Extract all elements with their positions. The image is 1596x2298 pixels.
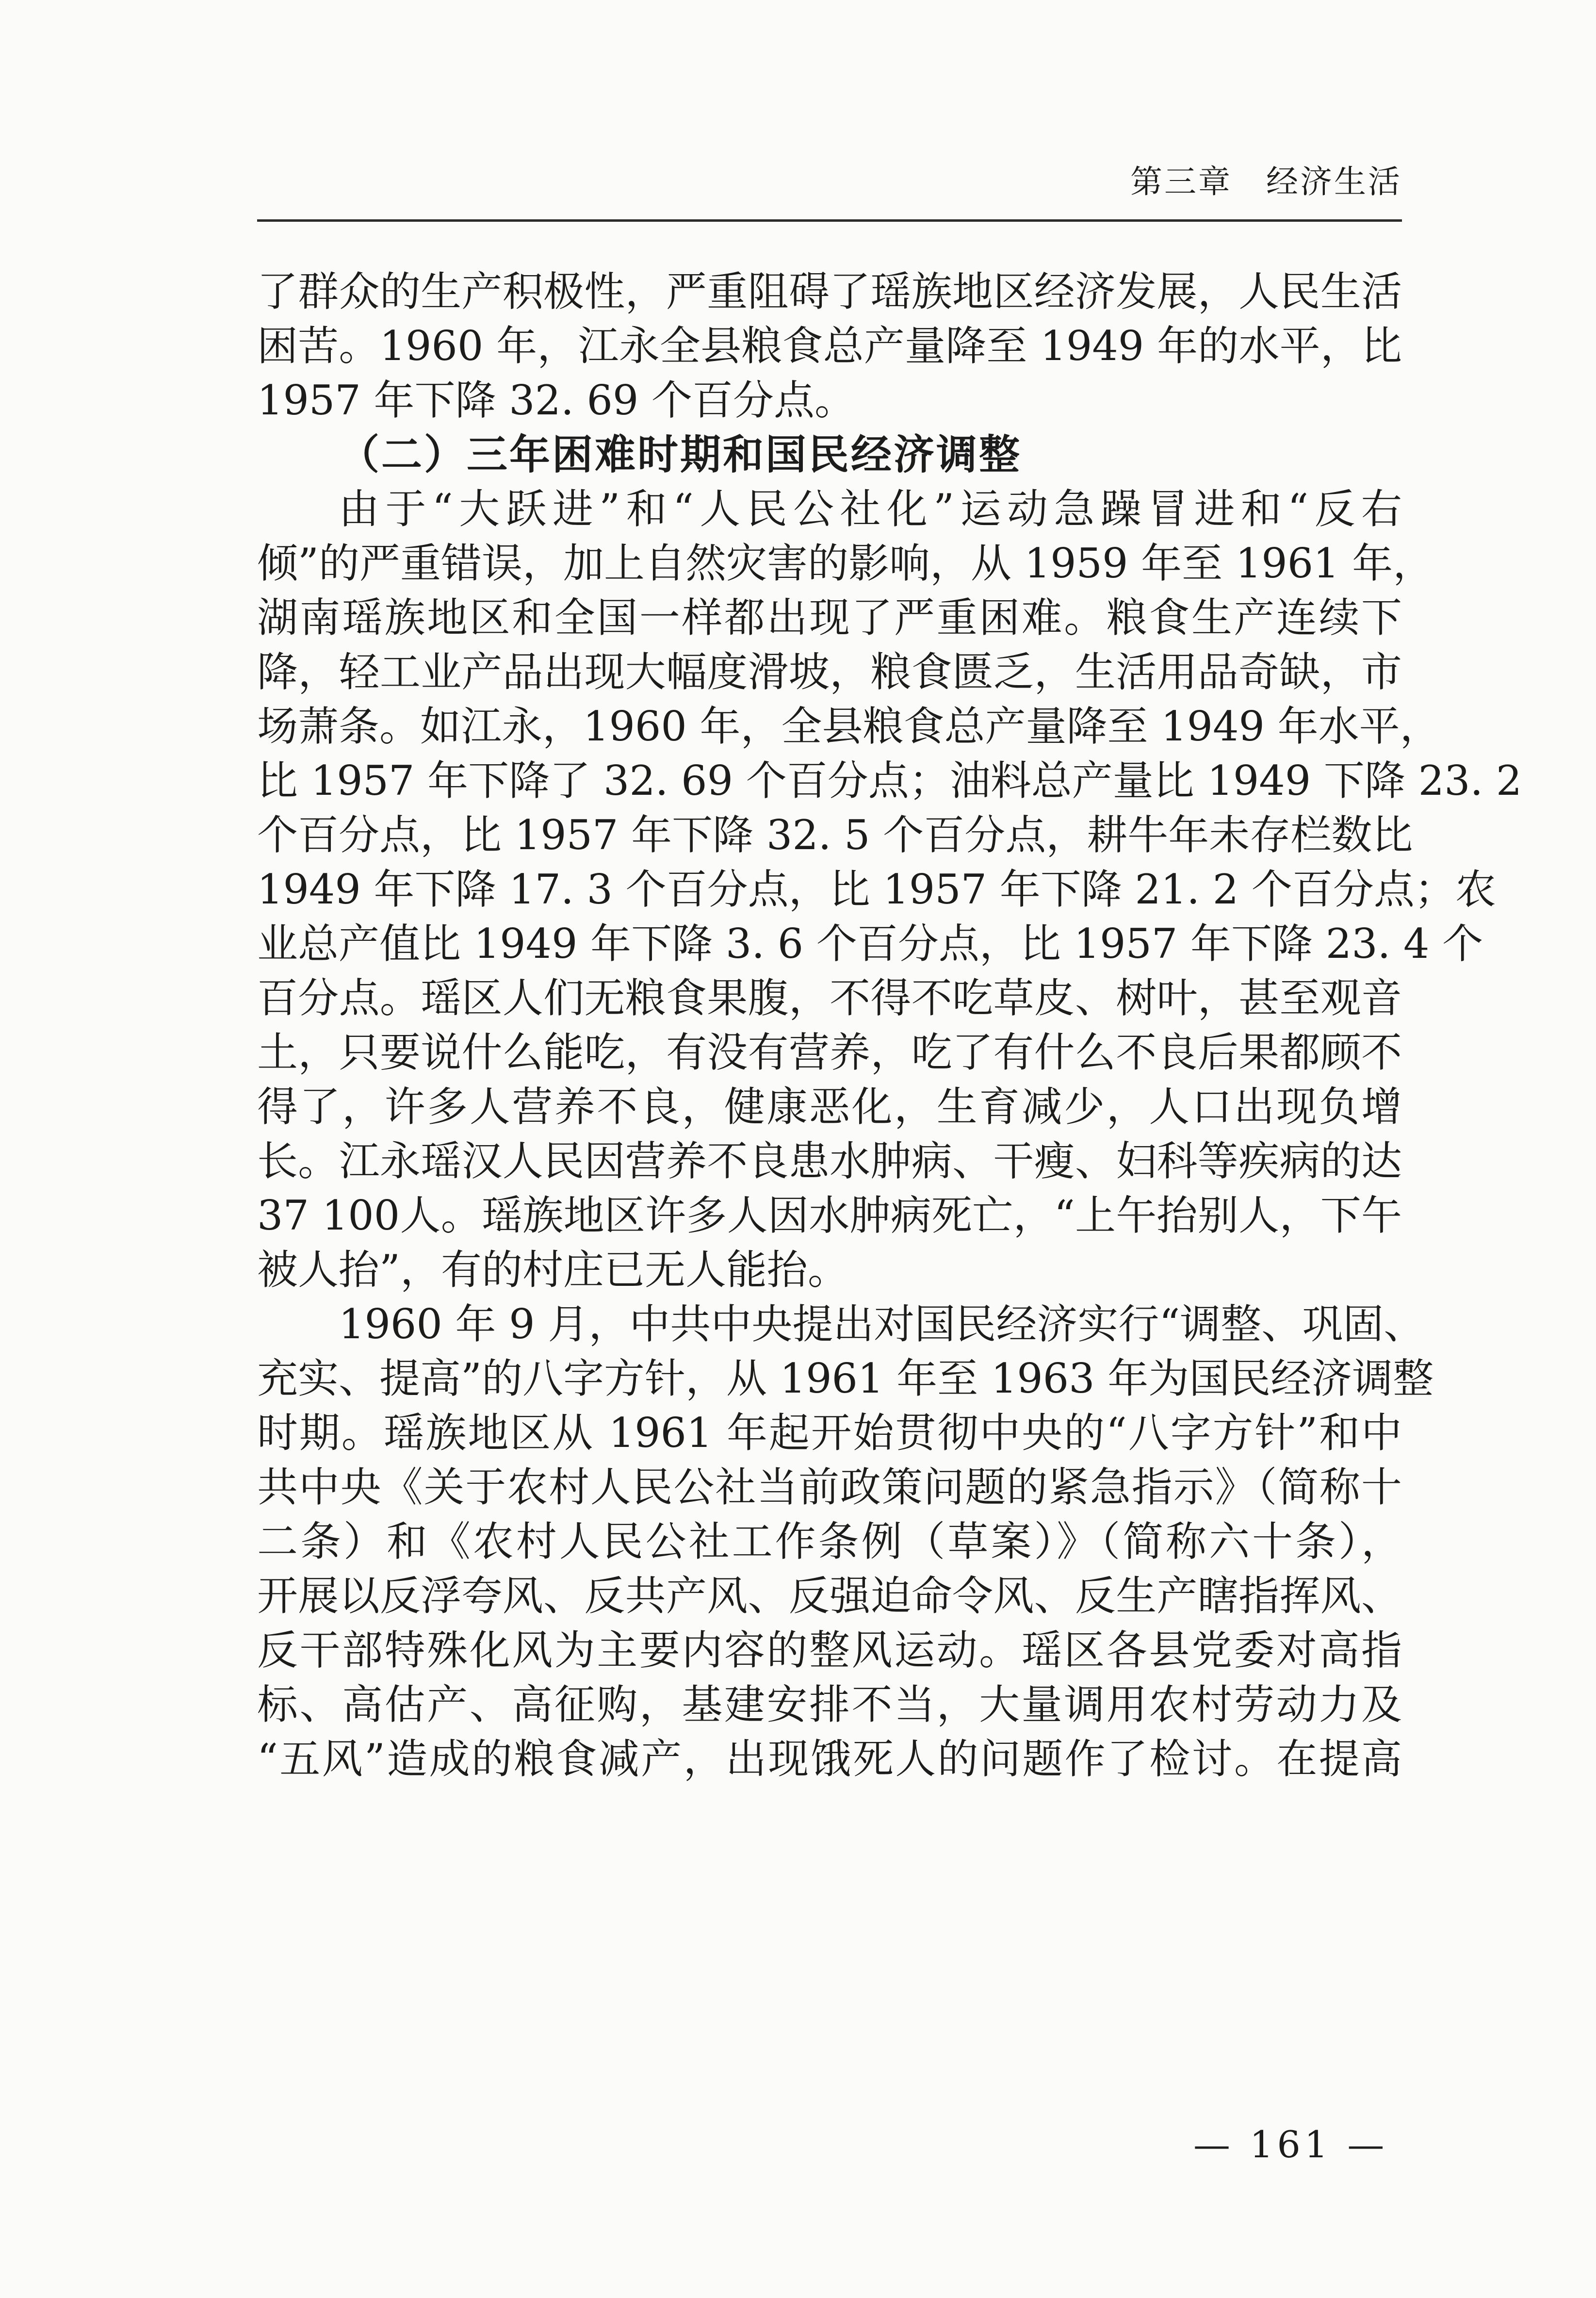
paragraph-line: 1957 年下降 32. 69 个百分点。 — [257, 377, 856, 424]
paragraph-line: 百分点。瑶区人们无粮食果腹，不得不吃草皮、树叶，甚至观音 — [257, 974, 1402, 1022]
paragraph-line: 业总产值比 1949 年下降 3. 6 个百分点，比 1957 年下降 23. 4 个 — [257, 920, 1483, 968]
paragraph-line: 困苦。1960 年，江永全县粮食总产量降至 1949 年的水平，比 — [257, 322, 1402, 370]
paragraph-line: “五风”造成的粮食减产，出现饿死人的问题作了检讨。在提高 — [257, 1735, 1402, 1783]
chapter-label: 第三章 — [1130, 163, 1232, 200]
paragraph-line: 开展以反浮夸风、反共产风、反强迫命令风、反生产瞎指挥风、 — [257, 1572, 1402, 1620]
paragraph-line: 37 100人。瑶族地区许多人因水肿病死亡，“上午抬别人，下午 — [257, 1192, 1402, 1239]
paragraph-line: 土，只要说什么能吃，有没有营养，吃了有什么不良后果都顾不 — [257, 1029, 1402, 1076]
paragraph-line: 被人抬”，有的村庄已无人能抬。 — [257, 1246, 848, 1294]
paragraph-line: 降，轻工业产品出现大幅度滑坡，粮食匮乏，生活用品奇缺，市 — [257, 648, 1402, 696]
paragraph-line: 湖南瑶族地区和全国一样都出现了严重困难。粮食生产连续下 — [257, 594, 1402, 641]
paragraph-line: 倾”的严重错误，加上自然灾害的影响，从 1959 年至 1961 年， — [257, 540, 1434, 587]
page-body — [257, 264, 1522, 1786]
paragraph-3 — [257, 1297, 1434, 1786]
chapter-title: 经济生活 — [1266, 163, 1402, 200]
paragraph-line: 比 1957 年下降了 32. 69 个百分点；油料总产量比 1949 下降 23. 2 — [257, 757, 1522, 804]
paragraph-line: 1960 年 9 月，中共中央提出对国民经济实行“调整、巩固、 — [339, 1300, 1425, 1348]
paragraph-line: 1949 年下降 17. 3 个百分点，比 1957 年下降 21. 2 个百分点；农 — [257, 866, 1496, 913]
section-title: （二）三年困难时期和国民经济调整 — [339, 431, 1022, 478]
paragraph-1 — [257, 264, 1402, 427]
header-rule — [257, 219, 1402, 222]
paragraph-line: 得了，许多人营养不良，健康恶化，生育减少，人口出现负增 — [257, 1083, 1402, 1131]
running-header — [257, 160, 1402, 223]
paragraph-line: 充实、提高”的八字方针，从 1961 年至 1963 年为国民经济调整 — [257, 1355, 1434, 1402]
paragraph-line: 长。江永瑶汉人民因营养不良患水肿病、干瘦、妇科等疾病的达 — [257, 1137, 1402, 1185]
paragraph-line: 个百分点，比 1957 年下降 32. 5 个百分点，耕牛年未存栏数比 — [257, 811, 1413, 859]
paragraph-line: 二条）和《农村人民公社工作条例（草案）》（简称六十条）， — [257, 1518, 1402, 1565]
paragraph-line: 了群众的生产积极性，严重阻碍了瑶族地区经济发展，人民生活 — [257, 268, 1402, 315]
page-number: — 161 — — [1193, 2123, 1388, 2166]
running-header-text — [1130, 160, 1402, 204]
paragraph-line: 时期。瑶族地区从 1961 年起开始贯彻中央的“八字方针”和中 — [257, 1409, 1402, 1457]
paragraph-2 — [257, 482, 1522, 1297]
paragraph-line: 共中央《关于农村人民公社当前政策问题的紧急指示》（简称十 — [257, 1463, 1402, 1511]
paragraph-line: 由于“大跃进”和“人民公社化”运动急躁冒进和“反右 — [339, 485, 1402, 533]
paragraph-line: 标、高估产、高征购，基建安排不当，大量调用农村劳动力及 — [257, 1681, 1402, 1728]
paragraph-line: 场萧条。如江永，1960 年，全县粮食总产量降至 1949 年水平， — [257, 703, 1441, 750]
paragraph-line: 反干部特殊化风为主要内容的整风运动。瑶区各县党委对高指 — [257, 1626, 1402, 1674]
